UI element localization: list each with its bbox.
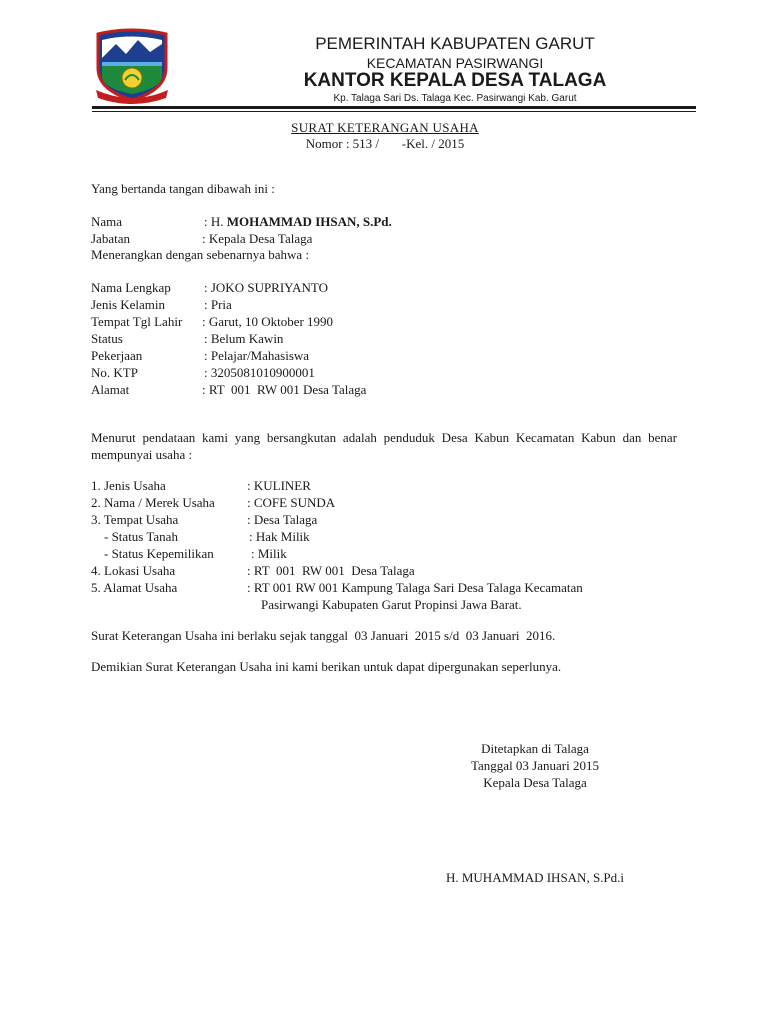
business-label: 4. Lokasi Usaha [91, 563, 176, 578]
business-value: : RT 001 RW 001 Desa Talaga [247, 563, 415, 578]
business-value: : COFE SUNDA [247, 495, 336, 510]
letterhead-divider [92, 106, 696, 109]
letterhead-government: PEMERINTAH KABUPATEN GARUT [315, 34, 595, 53]
person-label: Tempat Tgl Lahir [91, 314, 183, 329]
person-label: No. KTP [91, 365, 138, 380]
opening-text: Yang bertanda tangan dibawah ini : [91, 181, 275, 196]
garut-regency-emblem-icon [92, 28, 172, 104]
signer-name-separator: : H. [204, 214, 224, 229]
person-value: : JOKO SUPRIYANTO [204, 280, 329, 295]
validity-text: Surat Keterangan Usaha ini berlaku sejak tanggal 03 Januari 2015 s/d 03 Januari 2016. [91, 628, 556, 643]
person-value: : Pelajar/Mahasiswa [204, 348, 310, 363]
letterhead-address: Kp. Talaga Sari Ds. Talaga Kec. Pasirwangi Kab. Garut [333, 93, 577, 104]
signer-position-label: Jabatan [91, 231, 130, 246]
person-label: Nama Lengkap [91, 280, 171, 295]
signer-name-label: Nama [91, 214, 123, 229]
person-value: : Garut, 10 Oktober 1990 [202, 314, 334, 329]
statement-text: Menerangkan dengan sebenarnya bahwa : [91, 247, 310, 262]
business-label: 2. Nama / Merek Usaha [91, 495, 215, 510]
person-label: Jenis Kelamin [91, 297, 166, 312]
letter-title: SURAT KETERANGAN USAHA [291, 120, 479, 135]
signer-name-value [204, 214, 392, 229]
business-label: - Status Kepemilikan [91, 546, 214, 561]
closing-text: Demikian Surat Keterangan Usaha ini kami berikan untuk dapat dipergunakan seperlunya. [91, 659, 562, 674]
business-label: - Status Tanah [91, 529, 178, 544]
person-label: Status [91, 331, 123, 346]
person-value: : Pria [204, 297, 232, 312]
person-value: : RT 001 RW 001 Desa Talaga [202, 382, 367, 397]
letterhead-office: KANTOR KEPALA DESA TALAGA [303, 70, 607, 91]
business-value: : KULINER [247, 478, 311, 493]
business-label: 1. Jenis Usaha [91, 478, 166, 493]
business-label: 5. Alamat Usaha [91, 580, 178, 595]
person-value: : Belum Kawin [204, 331, 284, 346]
business-value: : RT 001 RW 001 Kampung Talaga Sari Desa Talaga Kecamatan [247, 580, 583, 595]
person-label: Pekerjaan [91, 348, 143, 363]
business-label: 3. Tempat Usaha [91, 512, 179, 527]
business-value: : Hak Milik [249, 529, 310, 544]
letterhead-district: KECAMATAN PASIRWANGI [366, 55, 544, 71]
signer-name-text: MOHAMMAD IHSAN, S.Pd. [226, 214, 392, 229]
letterhead-divider-thin [92, 111, 696, 112]
business-address-continued: Pasirwangi Kabupaten Garut Propinsi Jawa Barat. [261, 597, 522, 612]
signature-name: H. MUHAMMAD IHSAN, S.Pd.i [445, 870, 625, 885]
signature-place: Ditetapkan di Talaga [481, 741, 589, 756]
signature-position: Kepala Desa Talaga [483, 775, 587, 790]
resident-paragraph: Menurut pendataan kami yang bersangkutan adalah penduduk Desa Kabun Kecamatan Kabun dan benar mempunyai usaha : [91, 430, 677, 462]
business-value: : Milik [251, 546, 287, 561]
letter-number: Nomor : 513 / -Kel. / 2015 [305, 136, 465, 151]
business-value: : Desa Talaga [247, 512, 318, 527]
person-value: : 3205081010900001 [204, 365, 315, 380]
person-label: Alamat [91, 382, 130, 397]
signature-date: Tanggal 03 Januari 2015 [471, 758, 599, 773]
signer-position-value: : Kepala Desa Talaga [202, 231, 313, 246]
